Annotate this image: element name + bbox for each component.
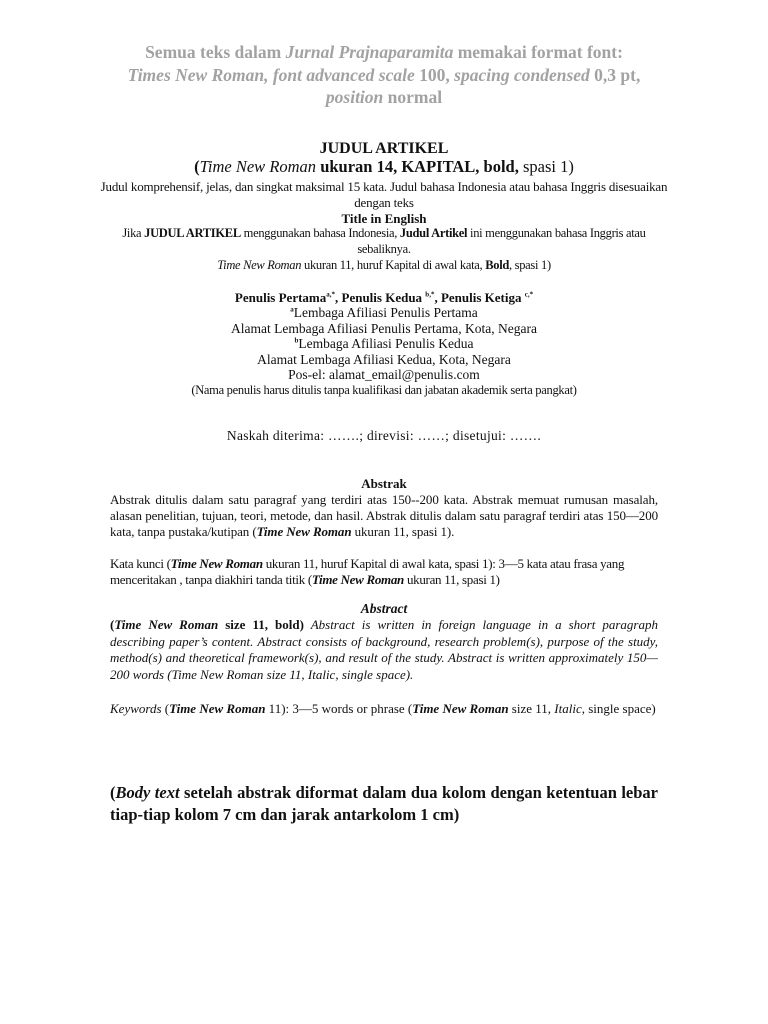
- keywords: Keywords (Time New Roman 11): 3—5 words or phrase (Time New Roman size 11, Italic, single space): [110, 701, 656, 716]
- format-note-text: Semua teks dalam: [145, 42, 286, 62]
- author-name: , Penulis Ketiga: [434, 290, 525, 305]
- abstract-body: (Time New Roman size 11, bold) Abstract is written in foreign language in a short paragraph describing paper’s content. Abstract consists of background, research problem(s), purpose of the study, method(s) and theoretical framework(s), and result of the study. Abstract is written approximately 150—200 words (Time New Roman size 11, Italic, single space).: [110, 617, 658, 682]
- abstrak-heading: Abstrak: [361, 476, 407, 491]
- format-note-text: spacing condensed: [449, 64, 595, 85]
- author-affiliation-mark: a,*: [326, 290, 335, 299]
- author-email: Pos-el: alamat_email@penulis.com: [288, 367, 480, 382]
- affiliation-1-address: Alamat Lembaga Afiliasi Penulis Pertama, Kota, Negara: [231, 321, 537, 336]
- title-in-english-format: Time New Roman ukuran 11, huruf Kapital di awal kata, Bold, spasi 1): [217, 258, 551, 272]
- manuscript-dates: Naskah diterima: …….; direvisi: ……; disetujui: …….: [226, 428, 542, 443]
- body-text-note: (Body text setelah abstrak diformat dalam dua kolom dengan ketentuan lebar tiap-tiap kolom 7 cm dan jarak antarkolom 1 cm): [110, 783, 658, 824]
- article-title-format: (Time New Roman ukuran 14, KAPITAL, bold, spasi 1): [194, 157, 574, 176]
- article-title: JUDUL ARTIKEL: [319, 140, 449, 157]
- author-name-note: (Nama penulis harus ditulis tanpa kualifikasi dan jabatan akademik serta pangkat): [191, 383, 577, 397]
- author-affiliation-mark: b,*: [425, 290, 435, 299]
- kata-kunci: Kata kunci (Time New Roman ukuran 11, huruf Kapital di awal kata, spasi 1): 3—5 kata atau frasa yang menceritakan , tanpa diakhiri tanda titik (Time New Roman ukuran 11, spasi 1): [110, 556, 625, 587]
- affiliation-2-address: Alamat Lembaga Afiliasi Kedua, Kota, Negara: [257, 352, 511, 367]
- author-name: Penulis Pertama: [234, 290, 327, 305]
- title-in-english-description: Jika JUDUL ARTIKEL menggunakan bahasa Indonesia, Judul Artikel ini menggunakan bahasa Inggris atau sebaliknya.: [122, 226, 646, 256]
- title-in-english: Title in English: [341, 211, 427, 226]
- journal-name: Jurnal Prajnaparamita: [285, 42, 454, 62]
- author-list: [96, 290, 672, 306]
- format-note-text: normal: [383, 87, 443, 107]
- abstract-heading: Abstract: [360, 601, 408, 616]
- author-affiliation-mark: c,*: [524, 290, 534, 299]
- affiliation-1: $^a$Lembaga Afiliasi Penulis Pertama: [290, 305, 478, 320]
- article-title-description: Judul komprehensif, jelas, dan singkat maksimal 15 kata. Judul bahasa Indonesia atau bahasa Inggris disesuaikan dengan teks: [100, 179, 668, 210]
- format-note-text: 100,: [419, 64, 450, 85]
- affiliation-2: $^b$Lembaga Afiliasi Penulis Kedua: [294, 336, 474, 351]
- format-note-text: position: [325, 87, 384, 107]
- abstrak-body: Abstrak ditulis dalam satu paragraf yang terdiri atas 150--200 kata. Abstrak memuat rumusan masalah, alasan penelitian, tujuan, teori, metode, dan hasil. Abstrak ditulis dalam satu paragraf terdiri atas 150—200 kata, tanpa pustaka/kutipan (Time New Roman ukuran 11, spasi 1).: [110, 492, 658, 539]
- format-note: [96, 41, 672, 109]
- author-name: , Penulis Kedua: [335, 290, 426, 305]
- format-note-text: 0,3 pt,: [594, 64, 641, 85]
- format-note-text: memakai format font:: [453, 42, 623, 62]
- format-note-text: Times New Roman, font advanced scale: [127, 64, 420, 85]
